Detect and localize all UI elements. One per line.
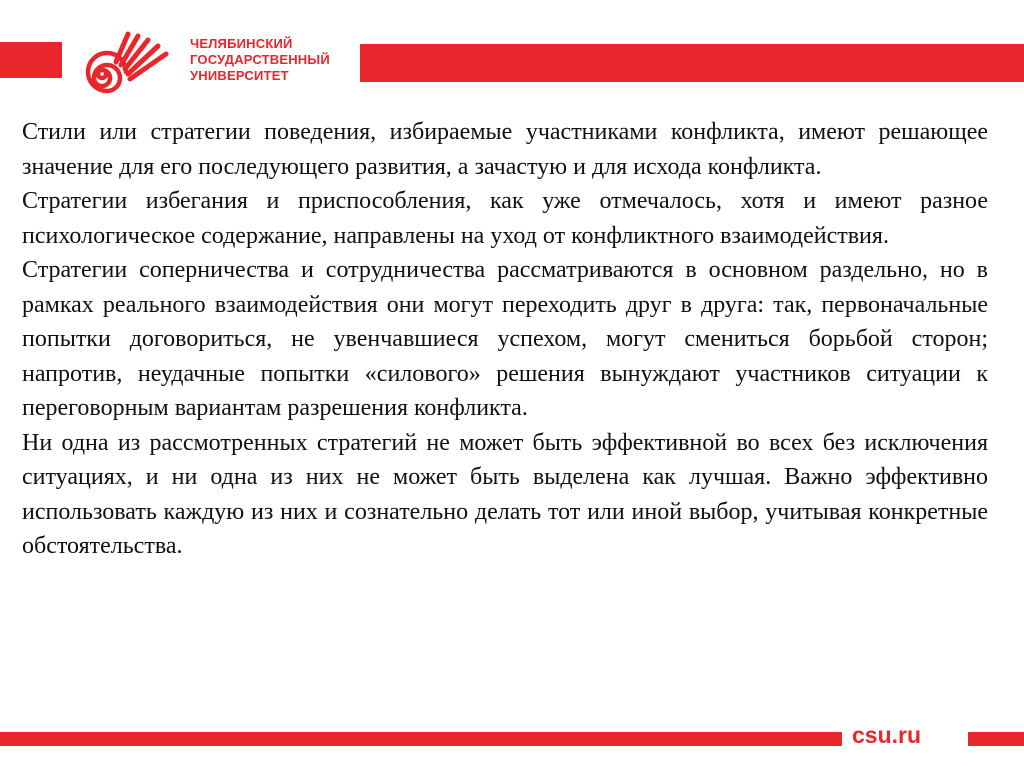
slide-body-text [22,115,988,564]
paragraph-2: Стратегии избегания и приспособления, как уже отмечалось, хотя и имеют разное психологическое содержание, направлены на уход от конфликтного взаимодействия. [22,188,988,249]
university-name-line-1: ЧЕЛЯБИНСКИЙ [190,36,293,51]
university-logo-icon [76,28,176,100]
paragraph-4: Ни одна из рассмотренных стратегий не может быть эффективной во всех без исключения ситуациях, и ни одна из них не может быть выделена как лучшая. Важно эффективно использовать каждую из них и сознательно делать тот или иной выбор, учитывая конкретные обстоятельства. [22,429,988,559]
university-name-line-3: УНИВЕРСИТЕТ [190,68,289,83]
header-bar-right [360,44,1024,82]
site-link[interactable]: csu.ru [852,722,922,748]
footer-bar-left [0,732,842,746]
header-bar-left [0,42,62,78]
university-name [190,36,330,84]
university-name-line-2: ГОСУДАРСТВЕННЫЙ [190,52,330,67]
paragraph-3: Стратегии соперничества и сотрудничества рассматриваются в основном раздельно, но в рамках реального взаимодействия они могут переходить друг в друга: так, первоначальные попытки договориться, не увенчавшиеся успехом, могут смениться борьбой сторон; напротив, неудачные попытки «силового» решения вынуждают участников ситуации к переговорным вариантам разрешения конфликта. [22,257,988,421]
footer-bar-right [968,732,1024,746]
paragraph-1: Стили или стратегии поведения, избираемые участниками конфликта, имеют решающее значение для его последующего развития, а зачастую и для исхода конфликта. [22,119,988,180]
